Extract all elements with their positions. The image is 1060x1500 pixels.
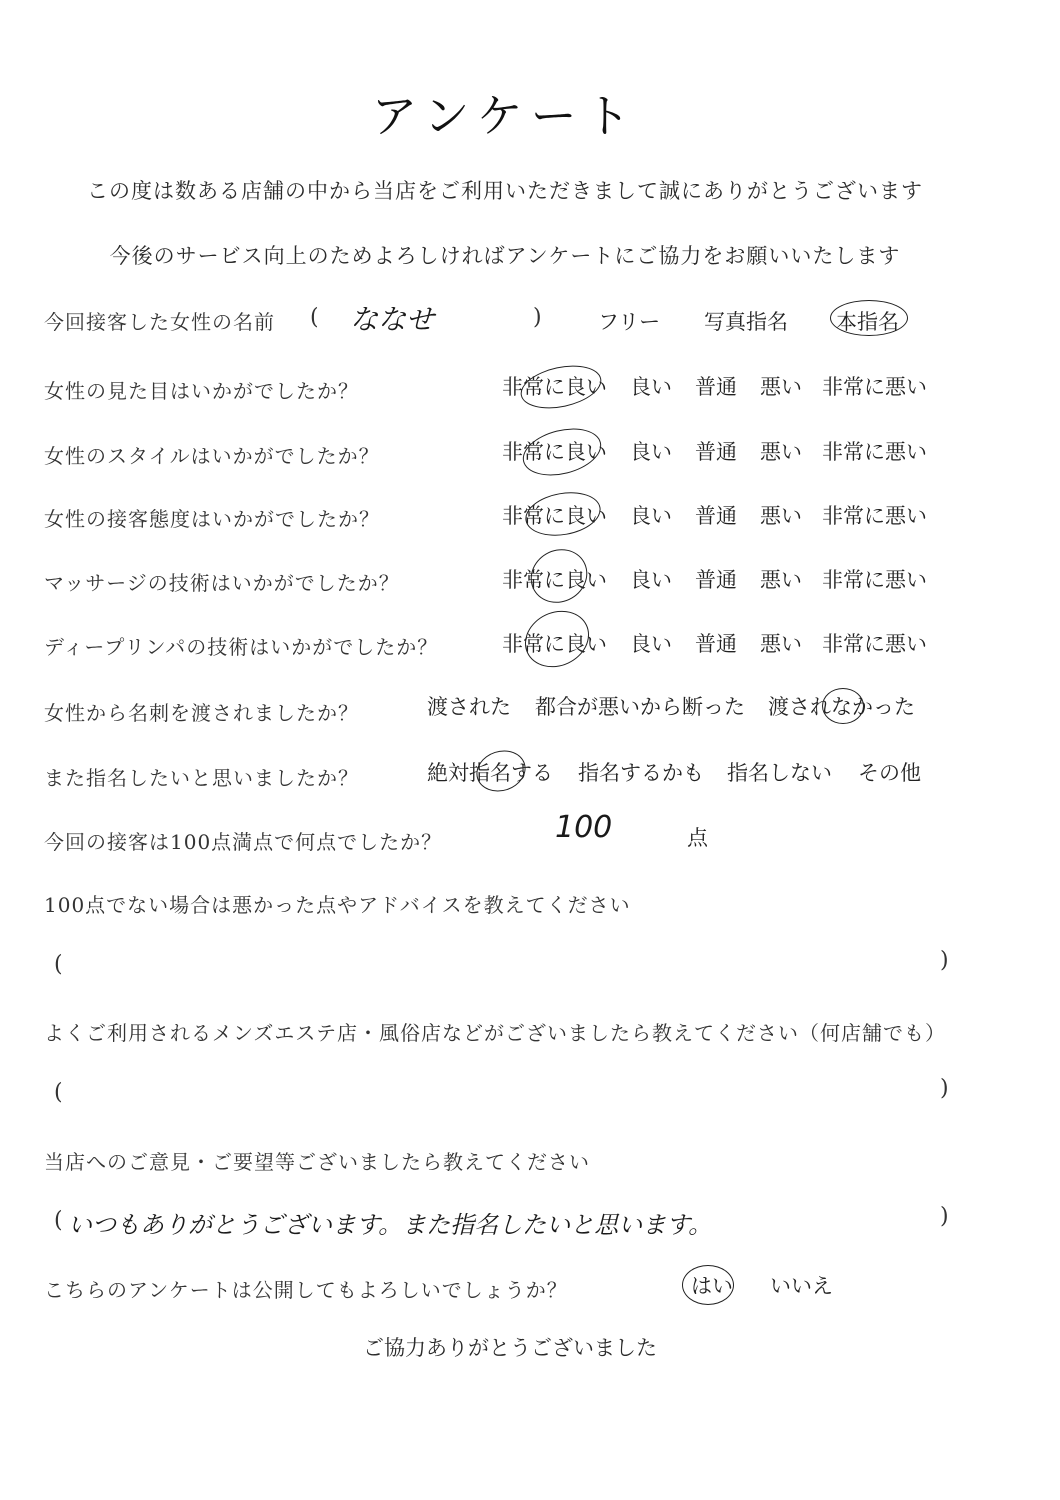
rating-bad[interactable]: 悪い xyxy=(760,375,802,399)
rating-good[interactable]: 良い xyxy=(630,440,672,464)
selection-mark xyxy=(682,1265,734,1305)
feedback-answer[interactable]: いつもありがとうございます。また指名したいと思います。 xyxy=(68,1211,713,1239)
feedback-open-paren: ( xyxy=(54,1208,63,1233)
option-main-nomination[interactable]: 本指名 xyxy=(836,310,899,334)
selection-mark xyxy=(518,421,606,483)
selection-mark xyxy=(516,601,599,678)
question-feedback: 当店へのご意見・ご要望等ございましたら教えてください xyxy=(44,1150,590,1174)
question-attitude: 女性の接客態度はいかがでしたか？ xyxy=(44,507,380,531)
rating-average[interactable]: 普通 xyxy=(695,632,737,656)
question-publish: こちらのアンケートは公開してもよろしいでしょうか？ xyxy=(44,1278,568,1302)
rating-very-good[interactable]: 非常に良い xyxy=(502,504,607,528)
rating-average[interactable]: 普通 xyxy=(695,504,737,528)
option-card-received[interactable]: 渡された xyxy=(427,695,511,719)
rating-good[interactable]: 良い xyxy=(630,632,672,656)
rating-very-good[interactable]: 非常に良い xyxy=(502,632,607,656)
option-not-nominate[interactable]: 指名しない xyxy=(727,761,832,785)
rating-bad[interactable]: 悪い xyxy=(760,504,802,528)
other-shops-open-paren: ( xyxy=(54,1080,63,1105)
question-business-card: 女性から名刺を渡されましたか？ xyxy=(44,701,359,725)
rating-very-bad[interactable]: 非常に悪い xyxy=(822,440,927,464)
score-answer[interactable]: 100 xyxy=(555,810,613,845)
rating-very-bad[interactable]: 非常に悪い xyxy=(822,375,927,399)
rating-bad[interactable]: 悪い xyxy=(760,568,802,592)
question-deep-lymph-skill: ディープリンパの技術はいかがでしたか？ xyxy=(44,635,439,659)
option-card-not-received[interactable]: 渡されなかった xyxy=(768,695,915,719)
rating-very-good[interactable]: 非常に良い xyxy=(502,375,607,399)
rating-average[interactable]: 普通 xyxy=(695,440,737,464)
option-publish-no[interactable]: いいえ xyxy=(770,1274,833,1298)
selection-mark xyxy=(830,300,908,336)
question-renominate: また指名したいと思いましたか？ xyxy=(44,766,359,790)
rating-very-bad[interactable]: 非常に悪い xyxy=(822,504,927,528)
selection-mark xyxy=(522,487,604,542)
rating-good[interactable]: 良い xyxy=(630,375,672,399)
staff-name-open-paren: ( xyxy=(310,305,319,330)
rating-bad[interactable]: 悪い xyxy=(760,632,802,656)
staff-name-question: 今回接客した女性の名前 xyxy=(44,310,275,334)
rating-good[interactable]: 良い xyxy=(630,504,672,528)
option-photo-nomination[interactable]: 写真指名 xyxy=(704,310,788,334)
other-shops-close-paren: ) xyxy=(940,1076,949,1101)
selection-mark xyxy=(517,359,606,415)
advice-open-paren: ( xyxy=(54,952,63,977)
survey-title: アンケート xyxy=(371,89,639,143)
question-style: 女性のスタイルはいかがでしたか？ xyxy=(44,444,380,468)
option-definitely-nominate[interactable]: 絶対指名する xyxy=(427,761,553,785)
selection-mark xyxy=(521,539,597,613)
feedback-close-paren: ) xyxy=(940,1204,949,1229)
intro-line-1: この度は数ある店舗の中から当店をご利用いただきまして誠にありがとうございます xyxy=(87,179,923,203)
score-unit: 点 xyxy=(687,826,708,850)
option-other[interactable]: その他 xyxy=(858,761,921,785)
rating-average[interactable]: 普通 xyxy=(695,375,737,399)
rating-good[interactable]: 良い xyxy=(630,568,672,592)
selection-mark xyxy=(822,688,864,724)
selection-mark xyxy=(471,744,531,797)
staff-name-answer[interactable]: ななせ xyxy=(350,303,435,336)
question-advice: 100点でない場合は悪かった点やアドバイスを教えてください xyxy=(44,893,631,917)
option-card-declined[interactable]: 都合が悪いから断った xyxy=(535,695,745,719)
advice-close-paren: ) xyxy=(940,948,949,973)
rating-average[interactable]: 普通 xyxy=(695,568,737,592)
rating-very-bad[interactable]: 非常に悪い xyxy=(822,568,927,592)
question-appearance: 女性の見た目はいかがでしたか？ xyxy=(44,379,359,403)
intro-line-2: 今後のサービス向上のためよろしければアンケートにご協力をお願いいたします xyxy=(109,244,901,268)
question-score: 今回の接客は100点満点で何点でしたか？ xyxy=(44,830,443,854)
option-publish-yes[interactable]: はい xyxy=(691,1274,733,1298)
question-massage-skill: マッサージの技術はいかがでしたか？ xyxy=(44,571,400,595)
closing-thanks: ご協力ありがとうございました xyxy=(363,1336,657,1360)
rating-bad[interactable]: 悪い xyxy=(760,440,802,464)
question-other-shops: よくご利用されるメンズエステ店・風俗店などがございましたら教えてください（何店舗でも） xyxy=(44,1021,946,1045)
option-free[interactable]: フリー xyxy=(598,310,661,334)
rating-very-good[interactable]: 非常に良い xyxy=(502,568,607,592)
option-maybe-nominate[interactable]: 指名するかも xyxy=(578,761,704,785)
rating-very-bad[interactable]: 非常に悪い xyxy=(822,632,927,656)
staff-name-close-paren: ) xyxy=(533,305,542,330)
rating-very-good[interactable]: 非常に良い xyxy=(502,440,607,464)
